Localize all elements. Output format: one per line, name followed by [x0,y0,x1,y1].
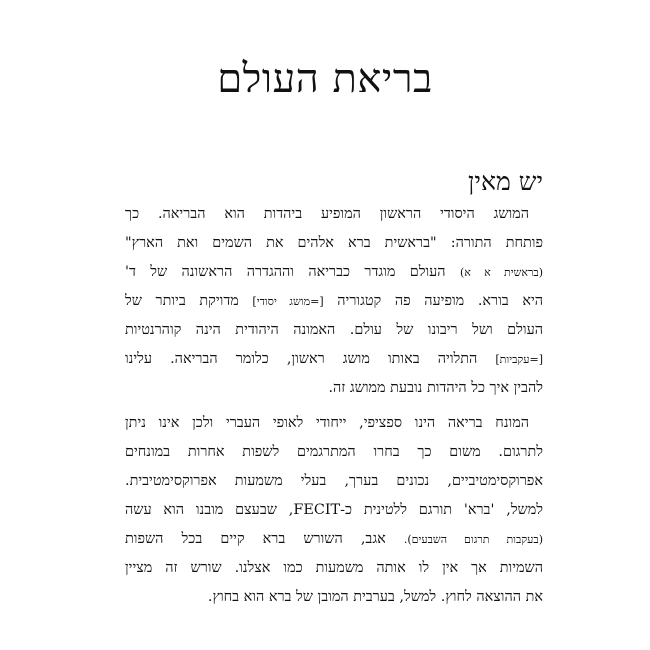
paragraph-line: המונח בריאה הינו ספציפי, ייחודי לאופי העברי ולכן אינו ניתן [125,415,529,431]
paragraph-line: את ההוצאה לחוץ. למשל, בערבית המובן של ברא הוא בחוץ. [207,589,543,605]
paragraph-line: למשל, 'ברא' תורגם ללטינית כ-FECIT, שבעצם מובנו הוא עשה [125,502,543,518]
paragraph-line-text: התלויה באותו מושג ראשון, כלומר הבריאה. עלינו [125,351,478,367]
paragraph-line [125,287,543,316]
paragraph-2 [125,409,543,612]
paragraph-line: המושג היסודי הראשון המופיע ביהדות הוא הבריאה. כך [125,206,529,222]
page-title: בריאת העולם [217,56,433,102]
paragraph-line: אפרוקסימטיביים, נכונים בערך, בעלי משמעות אפרוקסימטיבית. [125,473,543,489]
translation-note: (בעקבות תרגום השבעים). [403,533,543,546]
paragraph-line [125,258,543,287]
section-heading: יש מאין [468,167,543,196]
paragraph-line-text: העולם מוגדר כבריאה וההגדרה הראשונה של ד' [125,264,446,280]
paragraph-line: השמיות אך אין לו אותה משמעות כמו אצלנו. שורש זה מציין [125,560,543,576]
paragraph-line-text: מדויקת ביותר של [125,293,239,309]
paragraph-line [125,345,543,374]
paragraph-line-text: אגב, השורש ברא קיים בכל השפות [125,531,386,547]
consistency-note: [=עקביות] [495,353,543,366]
paragraph-line: העולם ושל ריבונו של עולם. האמונה היהודית הינה קוהרנטיות [125,322,543,338]
paragraph-line: להבין איך כל היהדות נובעת ממושג זה. [328,380,543,396]
concept-note: [=מושג יסודי] [252,295,324,308]
source-citation: (בראשית א א) [459,266,543,279]
paragraph-line [125,525,543,554]
paragraph-1 [125,200,543,403]
paragraph-line: פותחת התורה: "בראשית ברא אלהים את השמים ואת הארץ" [125,235,543,251]
paragraph-line: לתרגום. משום כך בחרו המתרגמים לשפות אחרות במונחים [125,444,543,460]
paragraph-line-text: היא בורא. מופיעה פה קטגוריה [337,293,543,309]
